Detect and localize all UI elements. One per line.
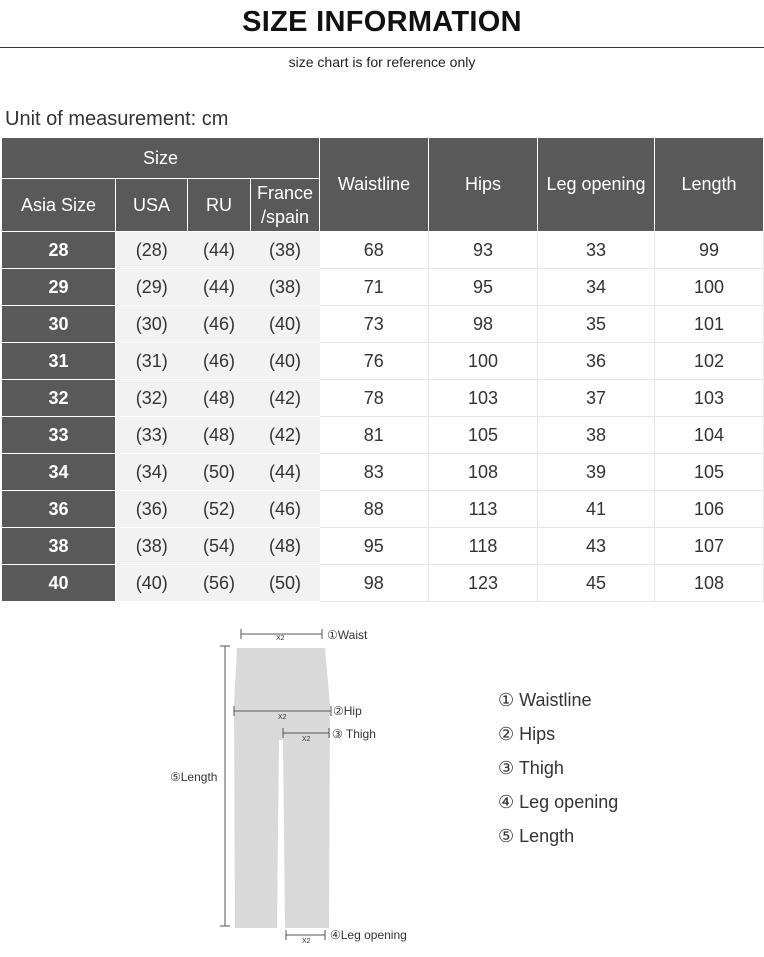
table-cell: (34) bbox=[116, 454, 188, 491]
size-group-header: Size bbox=[2, 138, 320, 179]
table-cell: 95 bbox=[320, 528, 429, 565]
table-cell: 34 bbox=[2, 454, 116, 491]
table-cell: (38) bbox=[116, 528, 188, 565]
table-cell: 113 bbox=[429, 491, 538, 528]
leg-x2-label: X2 bbox=[302, 938, 311, 945]
table-cell: 38 bbox=[2, 528, 116, 565]
table-row bbox=[2, 565, 764, 602]
table-cell: 108 bbox=[655, 565, 764, 602]
table-cell: 28 bbox=[2, 232, 116, 269]
table-cell: 45 bbox=[538, 565, 655, 602]
table-row bbox=[2, 454, 764, 491]
table-cell: 88 bbox=[320, 491, 429, 528]
title-divider bbox=[0, 47, 764, 48]
table-cell: 95 bbox=[429, 269, 538, 306]
table-cell: (31) bbox=[116, 343, 188, 380]
legend-item-leg-opening: ④ Leg opening bbox=[498, 792, 619, 812]
table-cell: 30 bbox=[2, 306, 116, 343]
col-header-ru: RU bbox=[188, 179, 251, 232]
thigh-x2-label: X2 bbox=[302, 736, 311, 743]
table-cell: (40) bbox=[251, 343, 320, 380]
hip-label: ②Hip bbox=[333, 704, 362, 718]
table-cell: 102 bbox=[655, 343, 764, 380]
pants-illustration bbox=[234, 648, 330, 928]
col-header-usa: USA bbox=[116, 179, 188, 232]
table-cell: 73 bbox=[320, 306, 429, 343]
col-header-hips: Hips bbox=[429, 138, 538, 232]
table-cell: 43 bbox=[538, 528, 655, 565]
table-cell: 36 bbox=[2, 491, 116, 528]
table-cell: 32 bbox=[2, 380, 116, 417]
reference-note: size chart is for reference only bbox=[288, 54, 476, 70]
table-cell: (46) bbox=[188, 343, 251, 380]
table-cell: 33 bbox=[2, 417, 116, 454]
table-cell: (29) bbox=[116, 269, 188, 306]
table-cell: 100 bbox=[429, 343, 538, 380]
table-cell: (40) bbox=[116, 565, 188, 602]
table-cell: 41 bbox=[538, 491, 655, 528]
table-row bbox=[2, 306, 764, 343]
table-row bbox=[2, 269, 764, 306]
table-cell: (44) bbox=[188, 232, 251, 269]
table-cell: (33) bbox=[116, 417, 188, 454]
table-cell: (54) bbox=[188, 528, 251, 565]
table-cell: 31 bbox=[2, 343, 116, 380]
table-cell: 101 bbox=[655, 306, 764, 343]
table-cell: (30) bbox=[116, 306, 188, 343]
table-row bbox=[2, 343, 764, 380]
unit-label: Unit of measurement: cm bbox=[5, 108, 229, 130]
table-cell: (48) bbox=[188, 417, 251, 454]
col-header-leg-opening: Leg opening bbox=[538, 138, 655, 232]
table-cell: 100 bbox=[655, 269, 764, 306]
waist-label: ①Waist bbox=[327, 628, 368, 642]
table-cell: 104 bbox=[655, 417, 764, 454]
page-title: SIZE INFORMATION bbox=[242, 6, 522, 38]
table-cell: 98 bbox=[429, 306, 538, 343]
table-cell: (42) bbox=[251, 417, 320, 454]
table-cell: (48) bbox=[251, 528, 320, 565]
table-cell: (36) bbox=[116, 491, 188, 528]
legend-item-length: ⑤ Length bbox=[498, 826, 575, 846]
table-cell: 40 bbox=[2, 565, 116, 602]
table-cell: 103 bbox=[655, 380, 764, 417]
thigh-label: ③ Thigh bbox=[332, 727, 376, 741]
col-header-asia-size: Asia Size bbox=[2, 179, 116, 232]
table-cell: 83 bbox=[320, 454, 429, 491]
col-header-waistline: Waistline bbox=[320, 138, 429, 232]
table-cell: 68 bbox=[320, 232, 429, 269]
legend-item-hips: ② Hips bbox=[498, 724, 556, 744]
table-cell: (40) bbox=[251, 306, 320, 343]
table-cell: 118 bbox=[429, 528, 538, 565]
table-cell: 123 bbox=[429, 565, 538, 602]
table-cell: (52) bbox=[188, 491, 251, 528]
table-cell: 35 bbox=[538, 306, 655, 343]
table-row bbox=[2, 232, 764, 269]
table-cell: (50) bbox=[251, 565, 320, 602]
table-row bbox=[2, 380, 764, 417]
table-cell: 76 bbox=[320, 343, 429, 380]
table-cell: (56) bbox=[188, 565, 251, 602]
table-cell: 105 bbox=[655, 454, 764, 491]
table-row bbox=[2, 417, 764, 454]
length-label: ⑤Length bbox=[170, 770, 218, 784]
measurement-legend bbox=[498, 688, 618, 858]
table-cell: 36 bbox=[538, 343, 655, 380]
table-cell: 71 bbox=[320, 269, 429, 306]
col-header-france-spain: France /spain bbox=[251, 179, 320, 232]
table-cell: 33 bbox=[538, 232, 655, 269]
table-cell: 103 bbox=[429, 380, 538, 417]
table-row bbox=[2, 491, 764, 528]
table-cell: 81 bbox=[320, 417, 429, 454]
table-cell: (46) bbox=[251, 491, 320, 528]
table-cell: 38 bbox=[538, 417, 655, 454]
leg-opening-label: ④Leg opening bbox=[330, 928, 407, 942]
table-cell: 34 bbox=[538, 269, 655, 306]
table-cell: 108 bbox=[429, 454, 538, 491]
table-cell: 105 bbox=[429, 417, 538, 454]
table-cell: 39 bbox=[538, 454, 655, 491]
table-cell: (38) bbox=[251, 232, 320, 269]
hip-x2-label: X2 bbox=[278, 714, 287, 721]
table-cell: (38) bbox=[251, 269, 320, 306]
pants-measurement-diagram bbox=[0, 610, 764, 957]
table-cell: (46) bbox=[188, 306, 251, 343]
table-cell: 106 bbox=[655, 491, 764, 528]
table-cell: 93 bbox=[429, 232, 538, 269]
table-cell: (44) bbox=[251, 454, 320, 491]
table-cell: (50) bbox=[188, 454, 251, 491]
table-cell: 37 bbox=[538, 380, 655, 417]
table-cell: 78 bbox=[320, 380, 429, 417]
table-cell: (28) bbox=[116, 232, 188, 269]
table-cell: 98 bbox=[320, 565, 429, 602]
table-cell: (44) bbox=[188, 269, 251, 306]
table-cell: 99 bbox=[655, 232, 764, 269]
legend-item-waistline: ① Waistline bbox=[498, 690, 592, 710]
table-cell: (48) bbox=[188, 380, 251, 417]
table-cell: (42) bbox=[251, 380, 320, 417]
legend-item-thigh: ③ Thigh bbox=[498, 758, 564, 778]
table-row bbox=[2, 528, 764, 565]
waist-x2-label: X2 bbox=[276, 635, 285, 642]
col-header-length: Length bbox=[655, 138, 764, 232]
table-cell: 107 bbox=[655, 528, 764, 565]
table-cell: (32) bbox=[116, 380, 188, 417]
size-chart-table bbox=[1, 137, 764, 602]
table-cell: 29 bbox=[2, 269, 116, 306]
